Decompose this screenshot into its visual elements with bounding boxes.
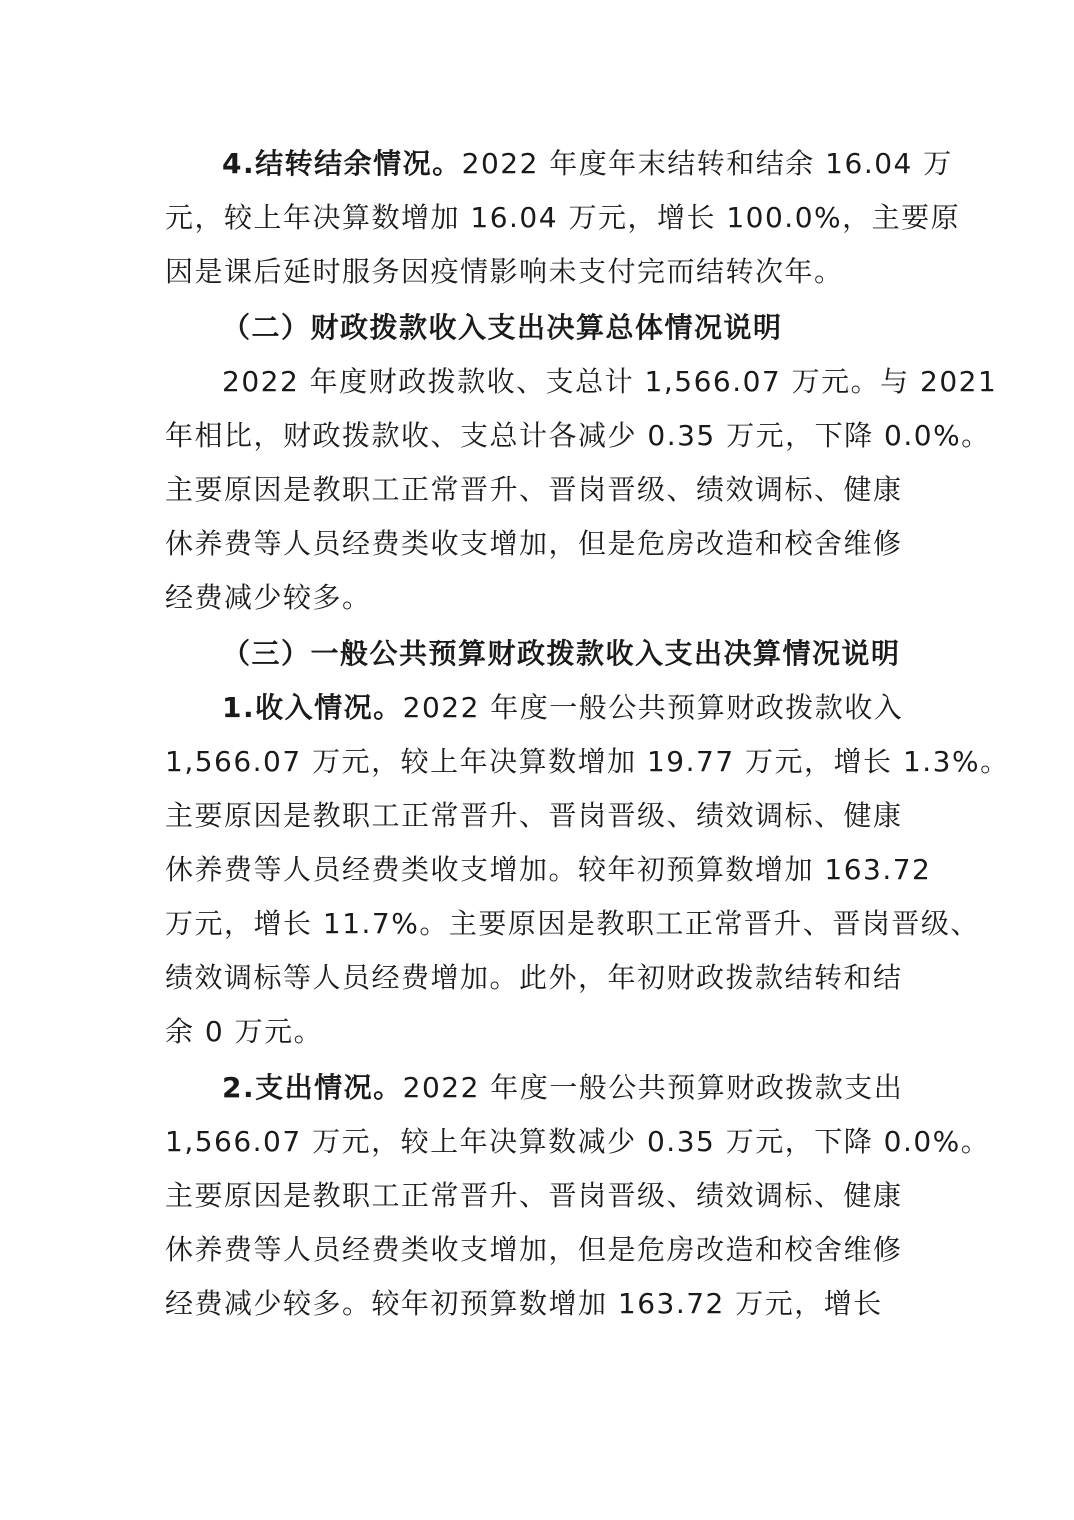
paragraph-line: 主要原因是教职工正常晋升、晋岗晋级、绩效调标、健康	[165, 799, 903, 832]
carryover-text: 2022 年度年末结转和结余 16.04 万	[461, 147, 953, 180]
paragraph-line: 主要原因是教职工正常晋升、晋岗晋级、绩效调标、健康	[165, 473, 903, 506]
paragraph-line: 2022 年度财政拨款收、支总计 1,566.07 万元。与 2021	[222, 365, 998, 398]
section-heading-part2: （二）财政拨款收入支出决算总体情况说明	[222, 311, 783, 344]
paragraph-line: 年相比，财政拨款收、支总计各减少 0.35 万元，下降 0.0%。	[165, 419, 991, 452]
paragraph-line: 休养费等人员经费类收支增加，但是危房改造和校舍维修	[165, 1233, 903, 1266]
paragraph-line: 万元，增长 11.7%。主要原因是教职工正常晋升、晋岗晋级、	[165, 907, 980, 940]
income-lead: 1.收入情况。	[222, 691, 403, 724]
paragraph-line	[222, 690, 903, 726]
paragraph-line: 因是课后延时服务因疫情影响未支付完而结转次年。	[165, 255, 844, 288]
expense-text: 2022 年度一般公共预算财政拨款支出	[402, 1071, 904, 1104]
paragraph-line	[222, 146, 953, 182]
paragraph-line: 休养费等人员经费类收支增加。较年初预算数增加 163.72	[165, 853, 932, 886]
paragraph-line: 主要原因是教职工正常晋升、晋岗晋级、绩效调标、健康	[165, 1179, 903, 1212]
section-heading-part3: （三）一般公共预算财政拨款收入支出决算情况说明	[222, 637, 901, 670]
paragraph-line	[222, 1070, 903, 1106]
paragraph-line: 1,566.07 万元，较上年决算数增加 19.77 万元，增长 1.3%。	[165, 745, 1010, 778]
paragraph-line: 绩效调标等人员经费增加。此外，年初财政拨款结转和结	[165, 961, 903, 994]
paragraph-line: 余 0 万元。	[165, 1015, 324, 1048]
income-text: 2022 年度一般公共预算财政拨款收入	[402, 691, 904, 724]
paragraph-line: 元，较上年决算数增加 16.04 万元，增长 100.0%，主要原	[165, 201, 961, 234]
paragraph-line: 经费减少较多。	[165, 581, 372, 614]
carryover-lead: 4.结转结余情况。	[222, 147, 462, 180]
paragraph-line: 经费减少较多。较年初预算数增加 163.72 万元，增长	[165, 1287, 883, 1320]
expense-lead: 2.支出情况。	[222, 1071, 403, 1104]
paragraph-line: 1,566.07 万元，较上年决算数减少 0.35 万元，下降 0.0%。	[165, 1125, 991, 1158]
paragraph-line: 休养费等人员经费类收支增加，但是危房改造和校舍维修	[165, 527, 903, 560]
